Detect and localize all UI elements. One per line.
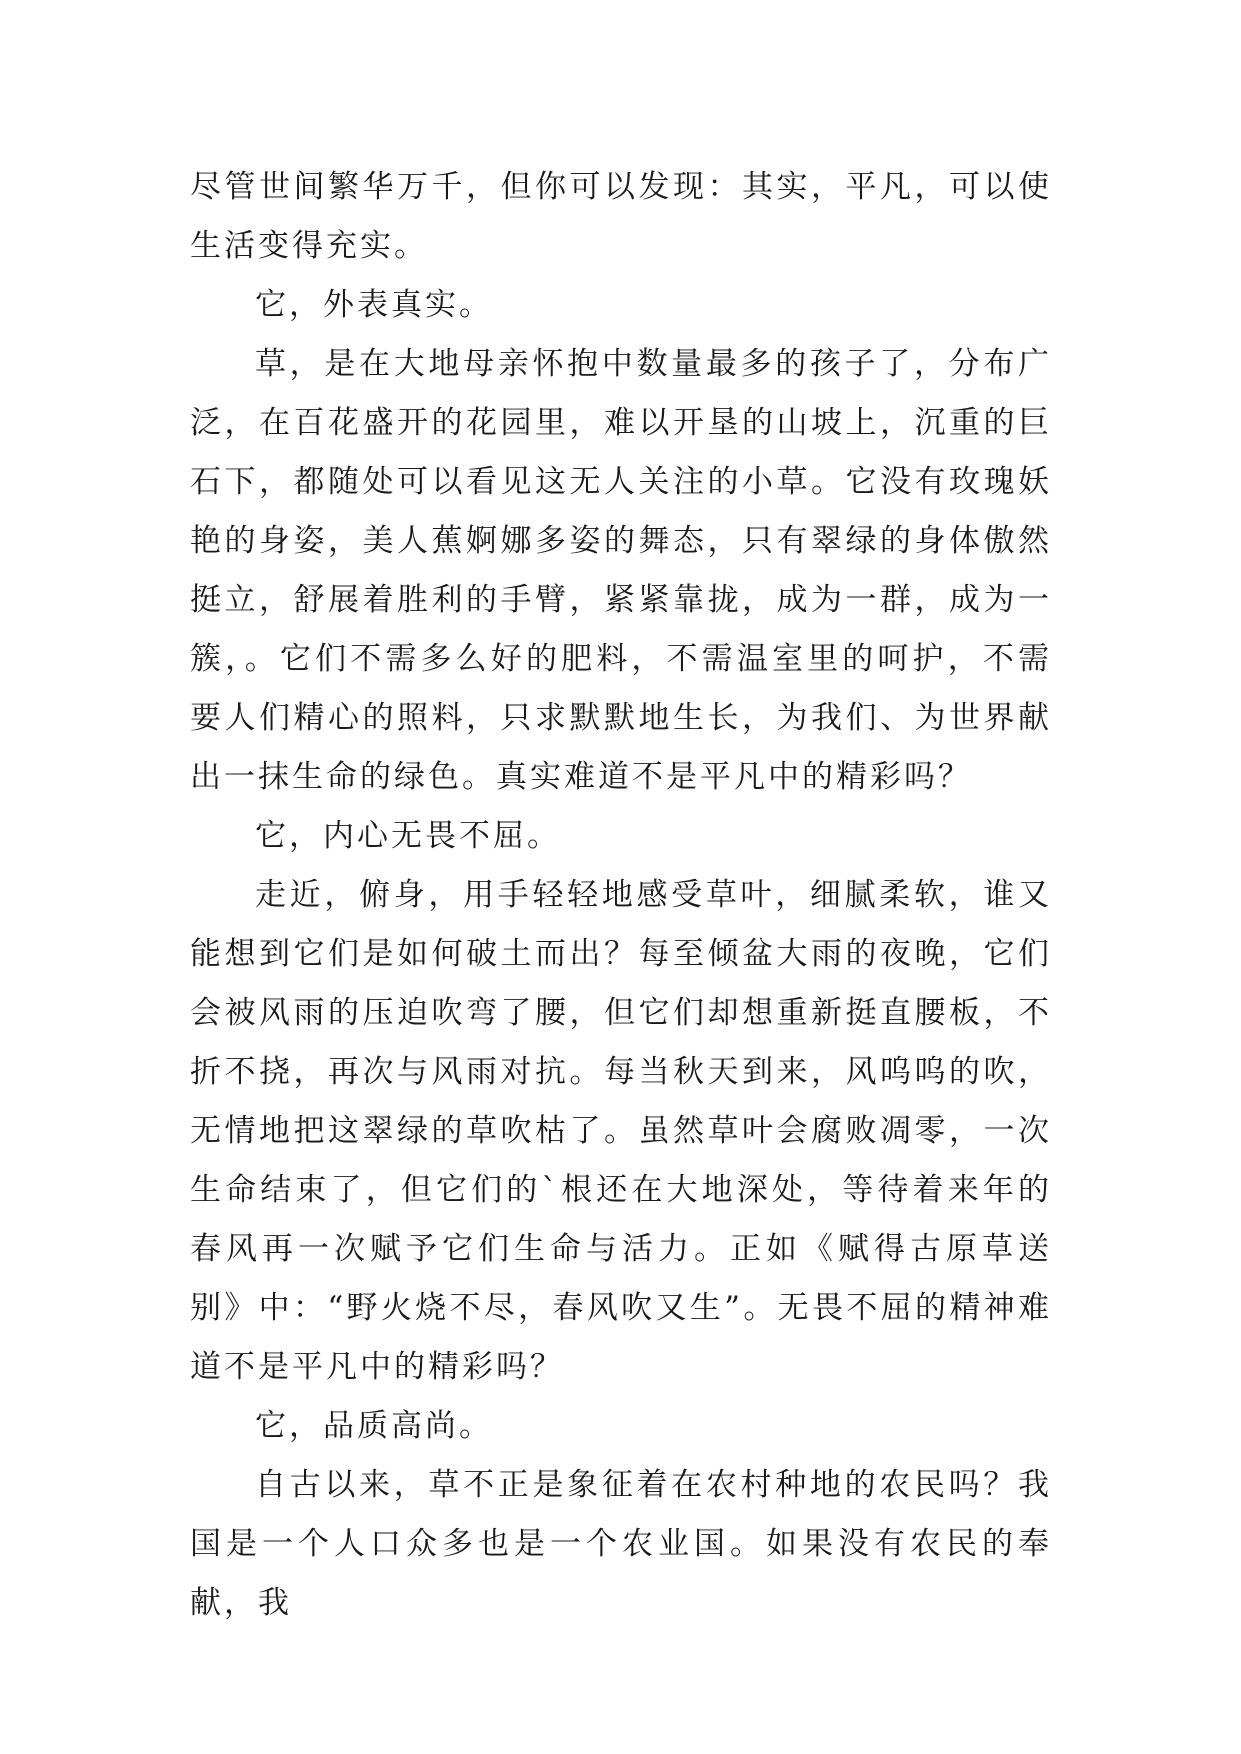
paragraph-heading-quality: 它，品质高尚。 bbox=[255, 1408, 493, 1444]
paragraph-grass-fearless: 走近，俯身，用手轻轻地感受草叶，细腻柔软，谁又能想到它们是如何破土而出？每至倾盆大雨的夜晚，它们会被风雨的压迫吹弯了腰，但它们却想重新挺直腰板，不折不挠，再次与风雨对抗。每当秋天到来，风呜呜的吹，无情地把这翠绿的草吹枯了。虽然草叶会腐败凋零，一次生命结束了，但它们的`根还在大地深处，等待着来年的春风再一次赋予它们生命与活力。正如《赋得古原草送别》中：“野火烧不尽，春风吹又生”。无畏不屈的精神难道不是平凡中的精彩吗？ bbox=[190, 877, 1052, 1385]
document-page bbox=[190, 158, 1052, 1633]
paragraph-grass-appearance: 草，是在大地母亲怀抱中数量最多的孩子了，分布广泛，在百花盛开的花园里，难以开垦的山坡上，沉重的巨石下，都随处可以看见这无人关注的小草。它没有玫瑰妖艳的身姿，美人蕉婀娜多姿的舞态，只有翠绿的身体傲然挺立，舒展着胜利的手臂，紧紧靠拢，成为一群，成为一簇，。它们不需多么好的肥料，不需温室里的呵护，不需要人们精心的照料，只求默默地生长，为我们、为世界献出一抹生命的绿色。真实难道不是平凡中的精彩吗？ bbox=[190, 346, 1052, 795]
paragraph-heading-fearless: 它，内心无畏不屈。 bbox=[255, 818, 561, 854]
paragraph-intro: 尽管世间繁华万千，但你可以发现：其实，平凡，可以使生活变得充实。 bbox=[190, 169, 1052, 264]
paragraph-heading-appearance: 它，外表真实。 bbox=[255, 287, 493, 323]
paragraph-grass-quality: 自古以来，草不正是象征着在农村种地的农民吗？我国是一个人口众多也是一个农业国。如果没有农民的奉献，我 bbox=[190, 1467, 1052, 1621]
